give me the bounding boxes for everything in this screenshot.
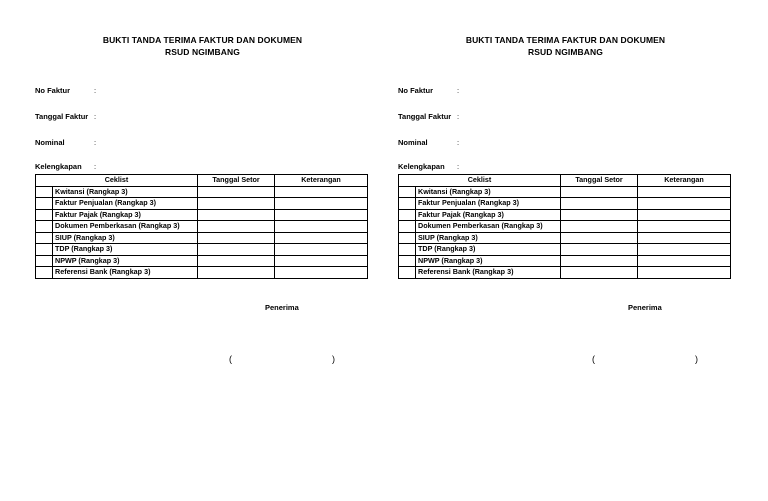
document-title: BUKTI TANDA TERIMA FAKTUR DAN DOKUMEN: [102, 35, 303, 45]
checklist-item-label: Kwitansi (Rangkap 3): [53, 186, 198, 198]
signature-open-paren: (: [592, 354, 595, 364]
keterangan-cell[interactable]: [638, 244, 731, 256]
header-tanggal-setor: Tanggal Setor: [561, 175, 638, 187]
tanggal-setor-cell[interactable]: [561, 244, 638, 256]
colon: :: [94, 86, 97, 95]
tanggal-faktur-field: [398, 112, 460, 121]
tanggal-setor-cell[interactable]: [198, 198, 275, 210]
checklist-item-label: Dokumen Pemberkasan (Rangkap 3): [53, 221, 198, 233]
checklist-item-label: Faktur Pajak (Rangkap 3): [53, 209, 198, 221]
header-keterangan: Keterangan: [275, 175, 368, 187]
table-row: [399, 221, 731, 233]
table-row: [399, 209, 731, 221]
checkbox-cell[interactable]: [36, 244, 53, 256]
checkbox-cell[interactable]: [399, 186, 416, 198]
penerima-label: Penerima: [628, 303, 662, 312]
checkbox-cell[interactable]: [399, 255, 416, 267]
kelengkapan-label: Kelengkapan: [398, 162, 445, 171]
checklist-item-label: Faktur Pajak (Rangkap 3): [416, 209, 561, 221]
kelengkapan-field: [398, 162, 460, 171]
tanggal-setor-cell[interactable]: [561, 198, 638, 210]
keterangan-cell[interactable]: [275, 244, 368, 256]
checklist-table: [398, 174, 731, 279]
colon: :: [457, 138, 460, 147]
tanggal-setor-cell[interactable]: [561, 255, 638, 267]
checklist-item-label: TDP (Rangkap 3): [53, 244, 198, 256]
checkbox-cell[interactable]: [36, 198, 53, 210]
tanggal-setor-cell[interactable]: [198, 255, 275, 267]
keterangan-cell[interactable]: [638, 221, 731, 233]
tanggal-setor-cell[interactable]: [561, 221, 638, 233]
tanggal-faktur-label: Tanggal Faktur: [35, 112, 89, 121]
keterangan-cell[interactable]: [275, 232, 368, 244]
checklist-item-label: NPWP (Rangkap 3): [416, 255, 561, 267]
header-ceklist: Ceklist: [36, 175, 198, 187]
colon: :: [457, 86, 460, 95]
header-tanggal-setor: Tanggal Setor: [198, 175, 275, 187]
checkbox-cell[interactable]: [399, 198, 416, 210]
tanggal-setor-cell[interactable]: [561, 186, 638, 198]
keterangan-cell[interactable]: [275, 209, 368, 221]
keterangan-cell[interactable]: [638, 255, 731, 267]
document-title: BUKTI TANDA TERIMA FAKTUR DAN DOKUMEN: [465, 35, 666, 45]
table-row: [36, 232, 368, 244]
header-keterangan: Keterangan: [638, 175, 731, 187]
keterangan-cell[interactable]: [638, 232, 731, 244]
checklist-item-label: Faktur Penjualan (Rangkap 3): [416, 198, 561, 210]
nominal-field: [398, 138, 460, 147]
checkbox-cell[interactable]: [36, 209, 53, 221]
keterangan-cell[interactable]: [275, 267, 368, 279]
table-row: [36, 198, 368, 210]
hospital-name: RSUD NGIMBANG: [528, 47, 603, 57]
nominal-field: [35, 138, 97, 147]
table-row: [36, 244, 368, 256]
colon: :: [457, 112, 460, 121]
checklist-table: [35, 174, 368, 279]
checklist-item-label: NPWP (Rangkap 3): [53, 255, 198, 267]
table-row: [399, 198, 731, 210]
colon: :: [94, 138, 97, 147]
checklist-item-label: TDP (Rangkap 3): [416, 244, 561, 256]
colon: :: [457, 162, 460, 171]
table-header-row: [399, 175, 731, 187]
table-row: [36, 255, 368, 267]
colon: :: [94, 162, 97, 171]
tanggal-setor-cell[interactable]: [561, 209, 638, 221]
keterangan-cell[interactable]: [275, 198, 368, 210]
table-row: [399, 267, 731, 279]
keterangan-cell[interactable]: [275, 221, 368, 233]
tanggal-setor-cell[interactable]: [198, 232, 275, 244]
checklist-item-label: SIUP (Rangkap 3): [416, 232, 561, 244]
keterangan-cell[interactable]: [638, 209, 731, 221]
checklist-item-label: Referensi Bank (Rangkap 3): [416, 267, 561, 279]
checkbox-cell[interactable]: [399, 232, 416, 244]
tanggal-faktur-label: Tanggal Faktur: [398, 112, 452, 121]
checkbox-cell[interactable]: [36, 221, 53, 233]
nominal-label: Nominal: [398, 138, 428, 147]
table-row: [399, 232, 731, 244]
checklist-item-label: Kwitansi (Rangkap 3): [416, 186, 561, 198]
tanggal-setor-cell[interactable]: [561, 267, 638, 279]
signature-close-paren: ): [695, 354, 698, 364]
colon: :: [94, 112, 97, 121]
hospital-name: RSUD NGIMBANG: [165, 47, 240, 57]
checklist-item-label: Referensi Bank (Rangkap 3): [53, 267, 198, 279]
receipt-form-right: [363, 0, 733, 501]
tanggal-setor-cell[interactable]: [198, 186, 275, 198]
receipt-form-left: [0, 0, 370, 501]
no-faktur-label: No Faktur: [35, 86, 71, 95]
header-ceklist: Ceklist: [399, 175, 561, 187]
checkbox-cell[interactable]: [399, 221, 416, 233]
table-row: [399, 255, 731, 267]
checklist-item-label: Dokumen Pemberkasan (Rangkap 3): [416, 221, 561, 233]
checkbox-cell[interactable]: [36, 186, 53, 198]
tanggal-setor-cell[interactable]: [561, 232, 638, 244]
table-header-row: [36, 175, 368, 187]
checklist-item-label: SIUP (Rangkap 3): [53, 232, 198, 244]
kelengkapan-label: Kelengkapan: [35, 162, 82, 171]
keterangan-cell[interactable]: [638, 186, 731, 198]
tanggal-setor-cell[interactable]: [198, 209, 275, 221]
checkbox-cell[interactable]: [399, 209, 416, 221]
table-row: [36, 209, 368, 221]
checkbox-cell[interactable]: [36, 255, 53, 267]
nominal-label: Nominal: [35, 138, 65, 147]
tanggal-setor-cell[interactable]: [198, 221, 275, 233]
checkbox-cell[interactable]: [36, 267, 53, 279]
no-faktur-label: No Faktur: [398, 86, 434, 95]
table-row: [36, 221, 368, 233]
penerima-label: Penerima: [265, 303, 299, 312]
table-row: [36, 186, 368, 198]
kelengkapan-field: [35, 162, 97, 171]
table-row: [36, 267, 368, 279]
checkbox-cell[interactable]: [399, 267, 416, 279]
tanggal-setor-cell[interactable]: [198, 267, 275, 279]
tanggal-setor-cell[interactable]: [198, 244, 275, 256]
tanggal-faktur-field: [35, 112, 97, 121]
keterangan-cell[interactable]: [638, 267, 731, 279]
table-row: [399, 186, 731, 198]
checkbox-cell[interactable]: [36, 232, 53, 244]
no-faktur-field: [398, 86, 460, 95]
signature-close-paren: ): [332, 354, 335, 364]
keterangan-cell[interactable]: [275, 255, 368, 267]
keterangan-cell[interactable]: [638, 198, 731, 210]
table-row: [399, 244, 731, 256]
signature-open-paren: (: [229, 354, 232, 364]
no-faktur-field: [35, 86, 97, 95]
checklist-item-label: Faktur Penjualan (Rangkap 3): [53, 198, 198, 210]
keterangan-cell[interactable]: [275, 186, 368, 198]
checkbox-cell[interactable]: [399, 244, 416, 256]
